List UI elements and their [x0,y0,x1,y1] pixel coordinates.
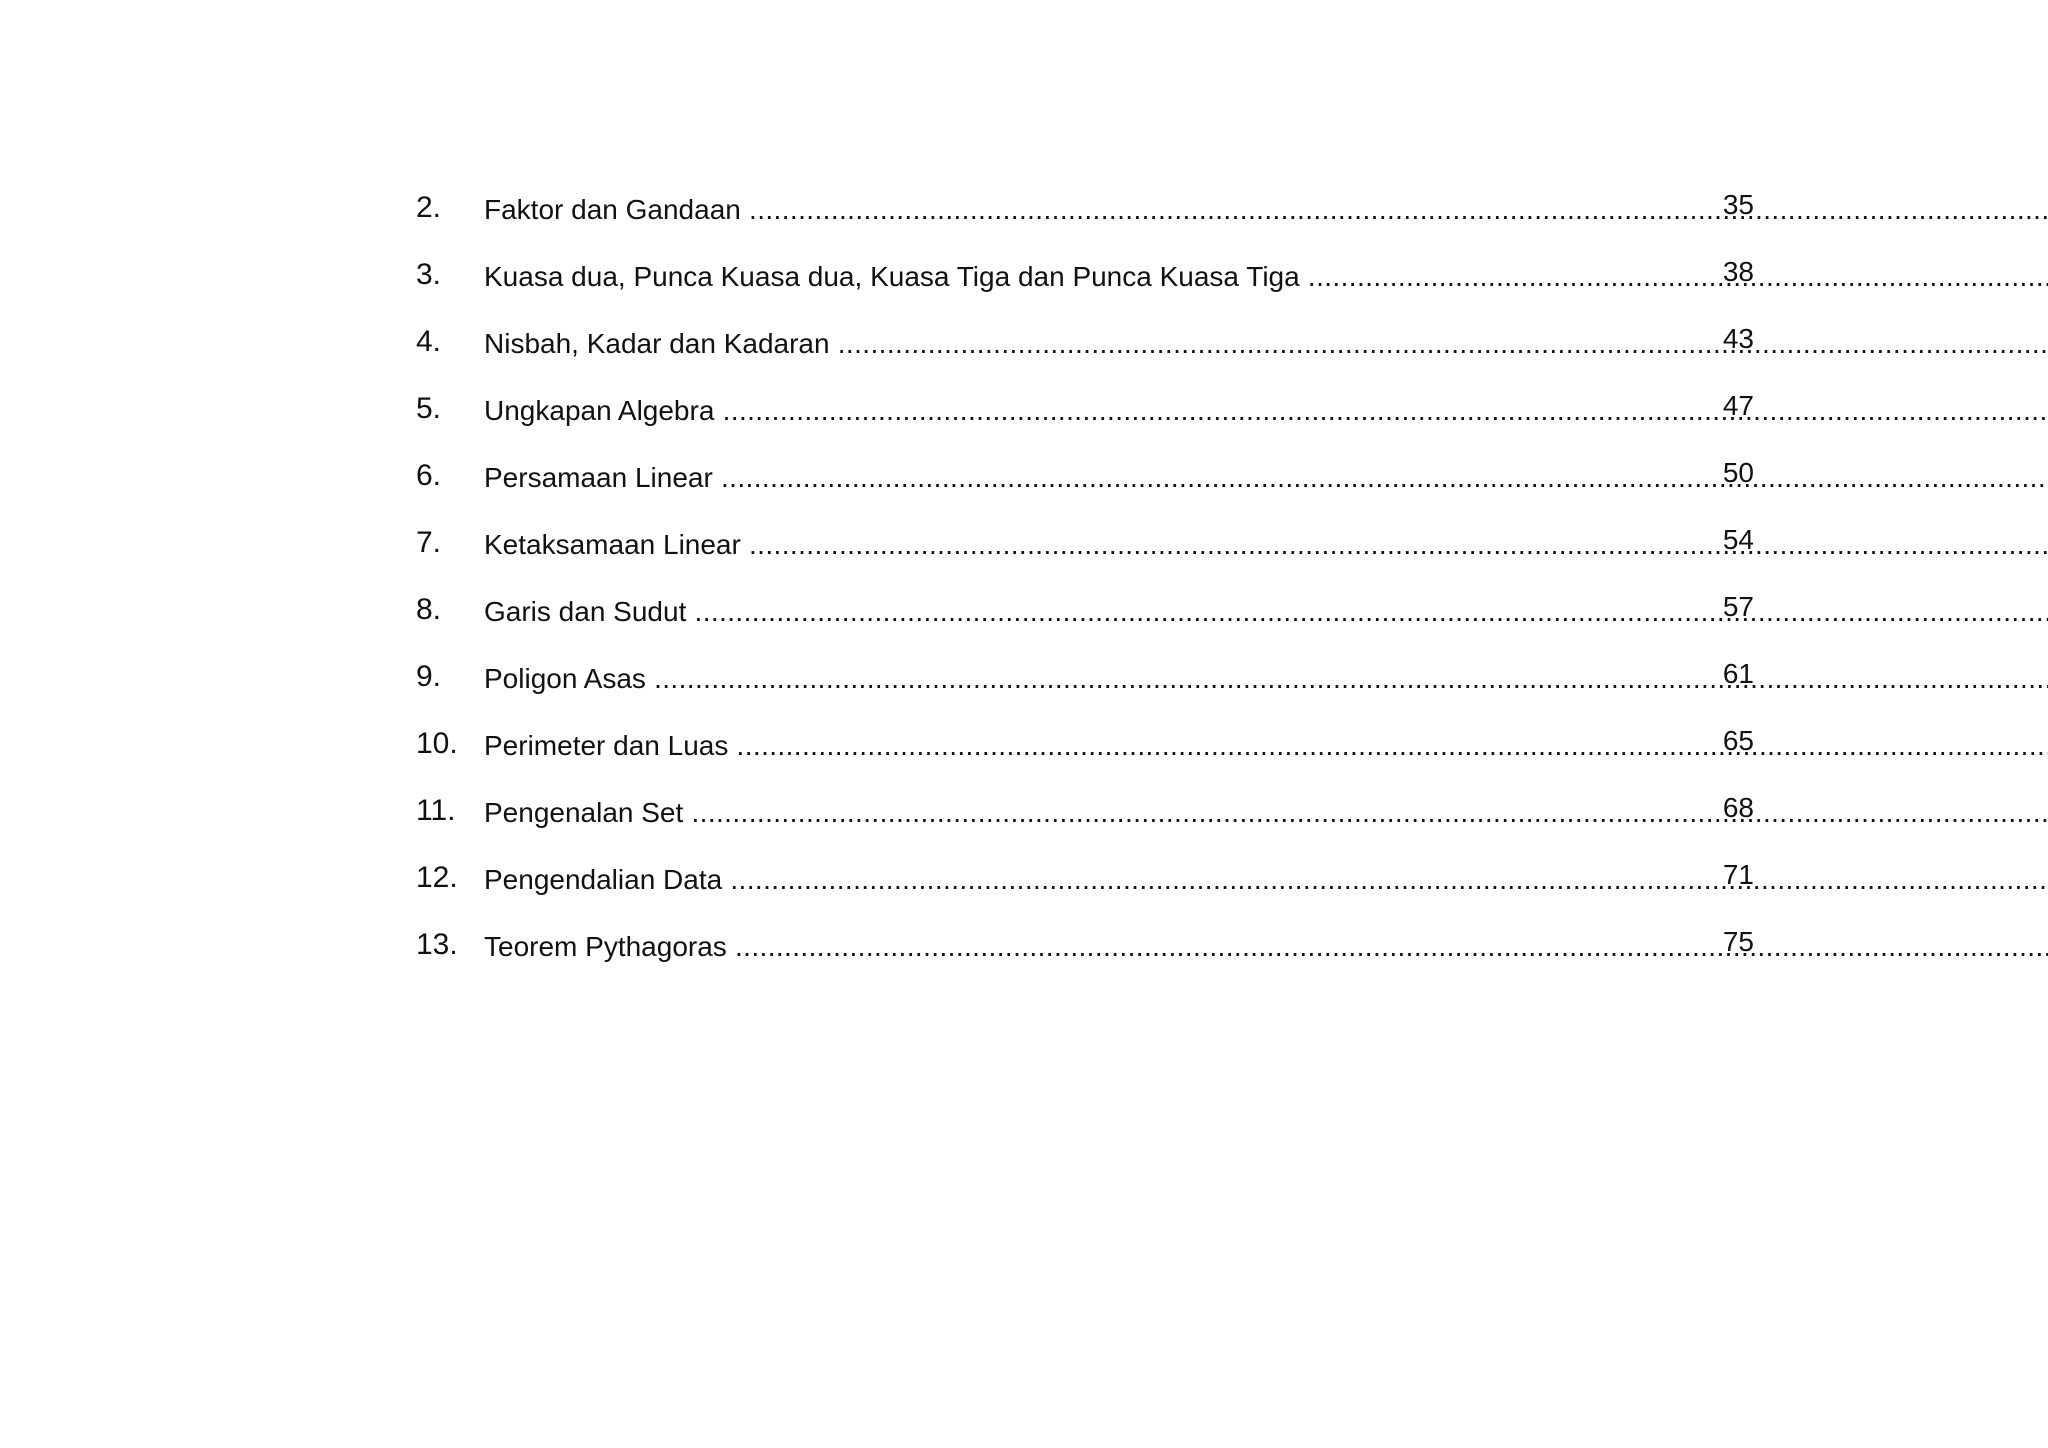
entry-page-number: 57 [1722,591,1754,622]
entry-page-number: 61 [1722,658,1754,689]
entry-title [484,324,2048,364]
toc-entry [416,456,1754,496]
toc-entry [416,590,1754,630]
entry-page-number: 71 [1722,859,1754,890]
entry-title [484,458,2048,498]
entry-number: 11. [416,794,456,827]
entry-title-text: Ungkapan Algebra ..... [484,395,2048,426]
entry-page-number: 54 [1722,524,1754,555]
entry-title-text: Nisbah, Kadar dan Kadaran ..... [484,328,2048,359]
entry-page-number: 50 [1722,457,1754,488]
toc-entry [416,523,1754,563]
entry-title [484,592,2048,632]
entry-title [484,860,2048,900]
entry-number: 2. [416,191,442,224]
entry-number: 3. [416,258,442,291]
entry-title [484,190,2048,230]
entry-title-text: Faktor dan Gandaan ..... [484,194,2048,225]
toc-entry [416,188,1754,228]
toc-entry [416,255,1754,295]
entry-title [484,793,2048,833]
entry-title [484,726,2048,766]
entry-title-text: Pengenalan Set ..... [484,797,2048,828]
toc-entry [416,925,1754,965]
toc-entry [416,389,1754,429]
entry-title-text: Persamaan Linear ..... [484,462,2048,493]
entry-number: 13. [416,928,458,961]
toc-entry [416,322,1754,362]
entry-title-text: Garis dan Sudut ..... [484,596,2048,627]
entry-page-number: 75 [1722,926,1754,957]
toc-entry [416,657,1754,697]
entry-number: 7. [416,526,442,559]
entry-page-number: 47 [1722,390,1754,421]
entry-title [484,659,2048,699]
toc-entry [416,858,1754,898]
entry-page-number: 38 [1722,256,1754,287]
entry-title [484,391,2048,431]
entry-title [484,927,2048,967]
entry-number: 10. [416,727,458,760]
entry-title-text: Perimeter dan Luas ..... [484,730,2048,761]
entry-title-text: Pengendalian Data ..... [484,864,2048,895]
entry-title-text: Ketaksamaan Linear ..... [484,529,2048,560]
entry-page-number: 65 [1722,725,1754,756]
entry-number: 4. [416,325,442,358]
entry-number: 9. [416,660,442,693]
entry-number: 8. [416,593,442,626]
entry-number: 12. [416,861,458,894]
entry-title [484,525,2048,565]
toc-entry [416,791,1754,831]
entry-number: 5. [416,392,442,425]
entry-title [484,257,2048,297]
entry-page-number: 68 [1722,792,1754,823]
entry-page-number: 35 [1722,189,1754,220]
entry-title-text: Poligon Asas ..... [484,663,2048,694]
entry-page-number: 43 [1722,323,1754,354]
toc-entry [416,724,1754,764]
entry-number: 6. [416,459,442,492]
entry-title-text: Teorem Pythagoras ..... [484,931,2048,962]
entry-title-text: Kuasa dua, Punca Kuasa dua, Kuasa Tiga dan Punca Kuasa Tiga ..... [484,261,2048,292]
